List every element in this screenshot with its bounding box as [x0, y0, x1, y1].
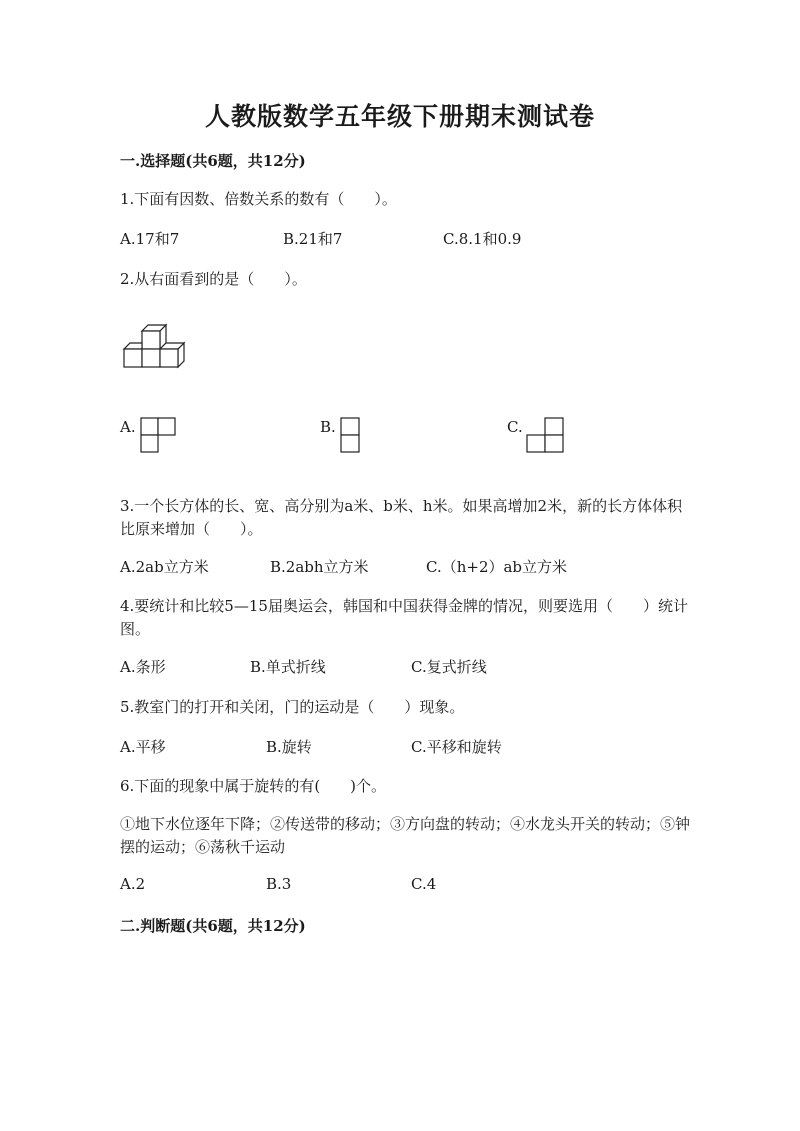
q1-option-a: A.17和7 [120, 230, 180, 248]
q1-option-b: B.21和7 [283, 230, 343, 248]
question-3: 3.一个长方体的长、宽、高分别为a米、b米、h米。如果高增加2米，新的长方体体积比原来增加（ ）。 [120, 497, 683, 538]
q3-option-b: B.2abh立方米 [270, 558, 369, 576]
q5-option-a: A.平移 [120, 738, 166, 756]
q2-option-c: C. [507, 418, 523, 436]
q5-option-c: C.平移和旋转 [411, 738, 502, 756]
section-heading-choice: 一.选择题(共6题，共12分) [120, 152, 306, 170]
question-6-detail: ①地下水位逐年下降；②传送带的移动；③方向盘的转动；④水龙头开关的转动；⑤钟摆的运动；⑥荡秋千运动 [120, 815, 691, 856]
page-title: 人教版数学五年级下册期末测试卷 [204, 102, 595, 131]
q5-option-b: B.旋转 [266, 738, 312, 756]
q1-option-c: C.8.1和0.9 [443, 230, 522, 248]
q6-option-c: C.4 [411, 875, 437, 893]
q6-option-a: A.2 [120, 875, 146, 893]
q6-option-b: B.3 [266, 875, 292, 893]
q4-option-b: B.单式折线 [250, 658, 326, 676]
q4-option-c: C.复式折线 [411, 658, 487, 676]
q2-option-b: B. [320, 418, 336, 436]
cube-stack-figure [122, 323, 188, 371]
question-6: 6.下面的现象中属于旋转的有( )个。 [120, 777, 387, 795]
question-2: 2.从右面看到的是（ ）。 [120, 270, 307, 288]
question-4: 4.要统计和比较5—15届奥运会，韩国和中国获得金牌的情况，则要选用（ ）统计图。 [120, 597, 688, 638]
option-b-view-figure [340, 417, 360, 453]
q3-option-c: C.（h+2）ab立方米 [426, 558, 568, 576]
option-c-view-figure [526, 417, 564, 453]
question-5: 5.教室门的打开和关闭，门的运动是（ ）现象。 [120, 698, 465, 716]
q2-option-a: A. [120, 418, 136, 436]
q3-option-a: A.2ab立方米 [120, 558, 209, 576]
section-heading-judgement: 二.判断题(共6题，共12分) [120, 917, 306, 935]
option-a-view-figure [140, 417, 176, 453]
q4-option-a: A.条形 [120, 658, 166, 676]
question-1: 1.下面有因数、倍数关系的数有（ ）。 [120, 190, 397, 208]
